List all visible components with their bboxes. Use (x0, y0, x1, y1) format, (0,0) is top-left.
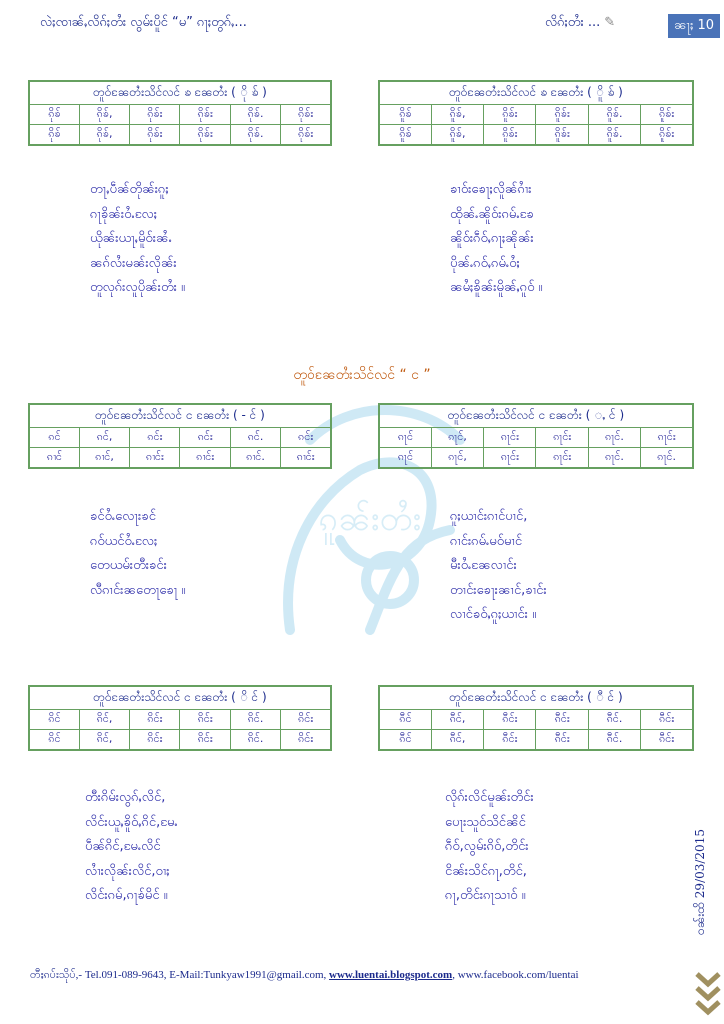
chart-table-6 (378, 685, 694, 751)
table-row (29, 428, 331, 448)
blog-link[interactable]: www.luentai.blogspot.com (329, 969, 453, 981)
chart-table-5 (28, 685, 332, 751)
header-title: လဲႈၸၢၼ်ႇလိၵ်ႈတႆး လွမ်းပိူင် “မ” ၵႃႈတွၵ်ႇ... (40, 15, 247, 30)
verse-line: ၵႃၶိုၼ်းဝႆႉလႄႈ (90, 206, 157, 222)
table-cell: ၵိူၶ်း (536, 105, 588, 125)
table-cell: ၵႃင်, (431, 448, 483, 469)
table-cell: ၵိူၶ်, (431, 105, 483, 125)
table-title: တူဝ်ၼႄတႆးသိင်လင် င ၼႄတႆး ( ိ င် ) (29, 686, 331, 710)
header-right-label (545, 14, 615, 33)
table-cell: ၵႃင် (379, 448, 431, 469)
verse-line: ၼိူဝ်းၵဵဝ်ႇၵႃႈၼိုၼ်း (450, 231, 534, 246)
table-cell: ၵိူၶ် (379, 105, 431, 125)
verse-line: တေယမ်းတီးၶင်း (90, 558, 167, 573)
header-right-text: လိၵ်ႈတႆး ... (545, 15, 601, 30)
table-cell: ၵီင်း (484, 730, 536, 751)
table-row (379, 125, 693, 146)
table-cell: ၵိင် (29, 730, 79, 751)
chevron-down-icon (694, 968, 722, 1024)
table-cell: ၵႃင်. (641, 448, 693, 469)
verse-line: လိုၵ်းလိင်မူၼ်းတိင်း (445, 790, 534, 805)
verse-line: တၢင်းၶေႃးၼၢင်,ၶၢင်း (450, 582, 547, 598)
table-cell: ၵႃင် (379, 428, 431, 448)
table-cell: ၵႃင်း (536, 428, 588, 448)
table-cell: ၵႃင်း (484, 448, 536, 469)
table-cell: ၵိင် (29, 710, 79, 730)
table-cell: ၵႃင်. (588, 428, 640, 448)
page-number-badge: ၼႃႈ 10 (668, 14, 720, 38)
verse-line: ၶၢဝ်းၶေႃႈလိူၼ်ၵၢႆး (450, 182, 532, 197)
verse-line: ငိၼ်းသိင်ၵႃ,တိင်, (445, 863, 527, 879)
table-cell: ၵိူၶ်း (536, 125, 588, 146)
verse-line: ပိုၼ်ႉၵဝ်ႇၵမ်ႉဝႆႈ (450, 255, 520, 271)
table-title: တူဝ်ၼႄတႆးသိင်လင် င ၼႄတႆး ( ီ င် ) (379, 686, 693, 710)
verse-line: ၵဝ်ယင်ဝႆႉလႄႈ (90, 533, 158, 549)
table-row (379, 710, 693, 730)
verse-line: ပေႃးသူဝ်သိင်ၼိင် (445, 814, 526, 830)
table-cell: ၵိုၶ်. (230, 105, 280, 125)
table-cell: ၵင် (29, 428, 79, 448)
table-cell: ၵႃင်း (641, 428, 693, 448)
section-title: တူဝ်ၼႄတႆးသိင်လင် “ င ” (293, 367, 431, 383)
table-row (29, 710, 331, 730)
footer-contact: တီႈၵပ်းသိုပ်,- Tel.091-089-9643, E-Mail:Tunkyaw1991@gmail.com, (30, 969, 327, 981)
chart-table-1 (28, 80, 332, 146)
verse-line: လိင်းယူႇၶိူဝ်ႇၵိင်,မႄႉ (85, 814, 178, 830)
table-cell: ၵီင်, (431, 710, 483, 730)
table-title: တူဝ်ၼႄတႆးသိင်လင် င ၼႄတႆး ( ႇ င် ) (379, 404, 693, 428)
table-row (379, 105, 693, 125)
chart-table-2 (378, 80, 694, 146)
table-cell: ၵိင်, (79, 730, 129, 751)
verse-line: ပဵၼ်ၵိင်,မႄႉလိင် (85, 839, 161, 854)
table-title: တူဝ်ၼႄတႆးသိင်လင် ၶ ၼႄတႆး ( ို ၶ် ) (29, 81, 331, 105)
chart-table-3 (28, 403, 332, 469)
verse-line: ထိုၼ်ႉၼိူဝ်းၵမ်ႉၶႄ (450, 206, 534, 222)
table-cell: ၵိုၶ် (29, 125, 79, 146)
table-row (379, 730, 693, 751)
table-cell: ၵင်, (79, 428, 129, 448)
table-cell: ၵိူၶ်း (484, 125, 536, 146)
table-cell: ၵိုၶ်, (79, 125, 129, 146)
table-cell: ၵိူၶ်း (484, 105, 536, 125)
table-cell: ၵီင်. (588, 710, 640, 730)
table-cell: ၵိင်း (180, 710, 230, 730)
table-cell: ၵိင်, (79, 710, 129, 730)
table-cell: ၵၢင်, (79, 448, 129, 469)
verse-line: ၵဵဝ်,လွမ်းၵိဝ်,တိင်း (445, 839, 529, 854)
table-row (29, 105, 331, 125)
verse-line: ၵႃ,တိင်းၵႃသၢဝ် ။ (445, 888, 526, 903)
table-cell: ၵင်း (281, 428, 331, 448)
table-row (29, 448, 331, 469)
verse-line: ယိုၼ်းယႃႇမိူဝ်းၼႆႉ (90, 231, 172, 246)
verse-line: ၵၢင်းၵမ်ႉမဝ်မၢင် (450, 533, 523, 549)
verse-line: ၼၵ်လႆးမၼ်းလိုၼ်း (90, 255, 177, 271)
table-cell: ၵီင် (379, 710, 431, 730)
table-cell: ၵႃင်, (431, 428, 483, 448)
verse-line: မီးဝႆႉၼႄလၢင်း (450, 558, 517, 573)
table-cell: ၵိင်း (130, 710, 180, 730)
table-cell: ၵိင်. (230, 710, 280, 730)
table-cell: ၵိုၶ်, (79, 105, 129, 125)
table-cell: ၵိုၶ်း (180, 125, 230, 146)
table-cell: ၵီင်း (536, 710, 588, 730)
table-cell: ၵၢင်း (130, 448, 180, 469)
verse-block-4 (450, 505, 547, 628)
table-cell: ၵၢင်. (230, 448, 280, 469)
table-title: တူဝ်ၼႄတႆးသိင်လင် င ၼႄတႆး ( - င် ) (29, 404, 331, 428)
verse-block-2 (450, 178, 543, 301)
table-cell: ၵိုၶ်. (230, 125, 280, 146)
table-cell: ၵိင်း (281, 710, 331, 730)
table-cell: ၵိုၶ်း (130, 105, 180, 125)
table-row (29, 125, 331, 146)
table-cell: ၵႃင်း (484, 428, 536, 448)
table-cell: ၵိူၶ်. (588, 125, 640, 146)
table-cell: ၵိူၶ်း (641, 125, 693, 146)
table-cell: ၵိုၶ်း (180, 105, 230, 125)
pencil-icon: ✎ (604, 15, 616, 30)
table-cell: ၵင်. (230, 428, 280, 448)
table-cell: ၵႃင်း (536, 448, 588, 469)
footer (30, 968, 579, 984)
verse-block-6 (445, 786, 534, 909)
verse-block-3 (90, 505, 185, 603)
chart-table-4 (378, 403, 694, 469)
table-cell: ၵီင်း (641, 730, 693, 751)
verse-line: တီးၵိမ်းလွၵ်ႇလိင်, (85, 790, 166, 805)
vertical-date: ဝၼ်းထိ 29/03/2015 (693, 829, 707, 935)
verse-line: လၢႆးလိုၼ်းလိင်,ဝၢႈ (85, 863, 170, 879)
table-cell: ၵိင်း (281, 730, 331, 751)
table-cell: ၵိုၶ် (29, 105, 79, 125)
table-row (379, 428, 693, 448)
verse-line: ၼမႆႈၶိူၼ်းမိူၼ်ႇၵူဝ် ။ (450, 280, 543, 295)
table-cell: ၵိင်း (130, 730, 180, 751)
table-cell: ၵၢင်း (281, 448, 331, 469)
verse-line: ၵူႈယၢင်းၵၢင်ပၢင်, (450, 509, 528, 524)
table-cell: ၵီင် (379, 730, 431, 751)
table-cell: ၵီင်း (484, 710, 536, 730)
watermark-text: ၵူၼ်းတႆး (318, 499, 422, 539)
table-cell: ၵိူၶ်, (431, 125, 483, 146)
table-cell: ၵီင်း (641, 710, 693, 730)
table-row (29, 730, 331, 751)
table-cell: ၵိင်း (180, 730, 230, 751)
verse-block-5 (85, 786, 178, 909)
table-row (379, 448, 693, 469)
verse-line: တႃႇပဵၼ်တိုၼ်းၵူႈ (90, 182, 169, 197)
table-title: တူဝ်ၼႄတႆးသိင်လင် ၶ ၼႄတႆး ( ိူ ၶ် ) (379, 81, 693, 105)
verse-line: လၢင်ၶဝ်ႇၵူႈယၢင်း ။ (450, 607, 537, 622)
verse-line: လိင်းၵမ်,ၵႃၶ်မိင် ။ (85, 888, 168, 903)
table-cell: ၵီင်း (536, 730, 588, 751)
verse-line: တူလုၵ်းလူပိုၼ်းတႆး ။ (90, 280, 185, 295)
table-cell: ၵီင်, (431, 730, 483, 751)
table-cell: ၵၢင် (29, 448, 79, 469)
table-cell: ၵိင်. (230, 730, 280, 751)
verse-block-1 (90, 178, 185, 301)
table-cell: ၵိူၶ် (379, 125, 431, 146)
table-cell: ၵိူၶ်. (588, 105, 640, 125)
table-cell: ၵႃင်. (588, 448, 640, 469)
table-cell: ၵင်း (130, 428, 180, 448)
verse-line: ၶင်ဝႆႉလေႃးၶင် (90, 509, 156, 524)
table-cell: ၵၢင်း (180, 448, 230, 469)
table-cell: ၵီင်. (588, 730, 640, 751)
facebook-link[interactable]: , www.facebook.com/luentai (452, 969, 579, 981)
table-cell: ၵိူၶ်း (641, 105, 693, 125)
table-cell: ၵိုၶ်း (281, 125, 331, 146)
table-cell: ၵင်း (180, 428, 230, 448)
table-cell: ၵိုၶ်း (130, 125, 180, 146)
table-cell: ၵိုၶ်း (281, 105, 331, 125)
verse-line: လီၵၢင်းၼတေႃၶေႃ ။ (90, 582, 186, 598)
